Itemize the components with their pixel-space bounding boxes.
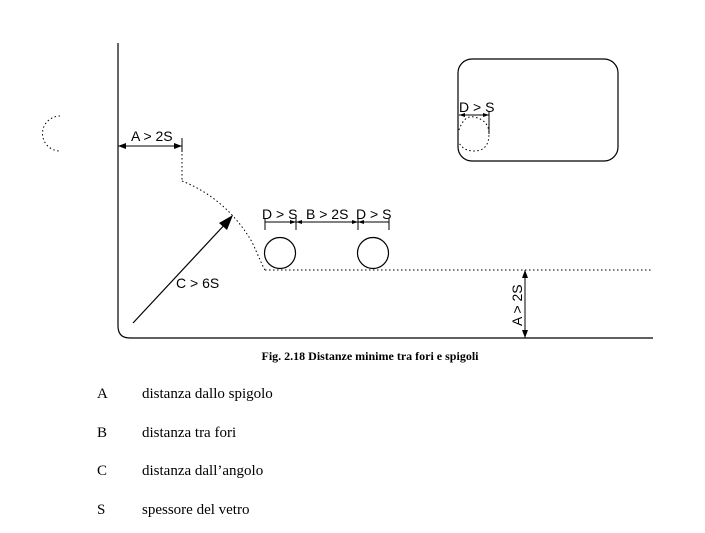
dimension-a-left-arrow-left xyxy=(118,143,126,149)
legend-row-s xyxy=(0,502,705,522)
inset-hole xyxy=(43,116,61,151)
label-d-box: D > S xyxy=(459,99,495,115)
inset-hole-front xyxy=(459,117,489,151)
label-c: C > 6S xyxy=(176,275,220,291)
label-d1: D > S xyxy=(262,206,298,222)
legend-desc: spessore del vetro xyxy=(142,502,250,518)
cutout-edge xyxy=(182,146,653,270)
label-a-left: A > 2S xyxy=(131,128,173,144)
dimension-a-right-arrow-bottom xyxy=(522,330,528,338)
label-b: B > 2S xyxy=(306,206,349,222)
legend-desc: distanza tra fori xyxy=(142,425,237,441)
label-a-right: A > 2S xyxy=(509,284,525,326)
legend-desc: distanza dallo spigolo xyxy=(142,386,273,402)
hole-left xyxy=(265,238,296,269)
legend-key: S xyxy=(97,502,106,518)
legend-key: B xyxy=(97,425,108,441)
dimension-a-left-arrow-right xyxy=(174,143,182,149)
glass-outline xyxy=(118,43,653,338)
legend-row-b xyxy=(0,425,705,445)
dimension-a-right-arrow-top xyxy=(522,270,528,278)
figure-caption: Fig. 2.18 Distanze minime tra fori e spigoli xyxy=(261,349,479,363)
radius-c-line xyxy=(133,221,228,323)
label-d2: D > S xyxy=(356,206,392,222)
legend-row-c xyxy=(0,463,705,483)
legend-row-a xyxy=(0,386,705,406)
hole-right xyxy=(358,238,389,269)
legend-key: A xyxy=(97,386,108,402)
legend-key: C xyxy=(97,463,108,479)
legend-desc: distanza dall’angolo xyxy=(142,463,264,479)
